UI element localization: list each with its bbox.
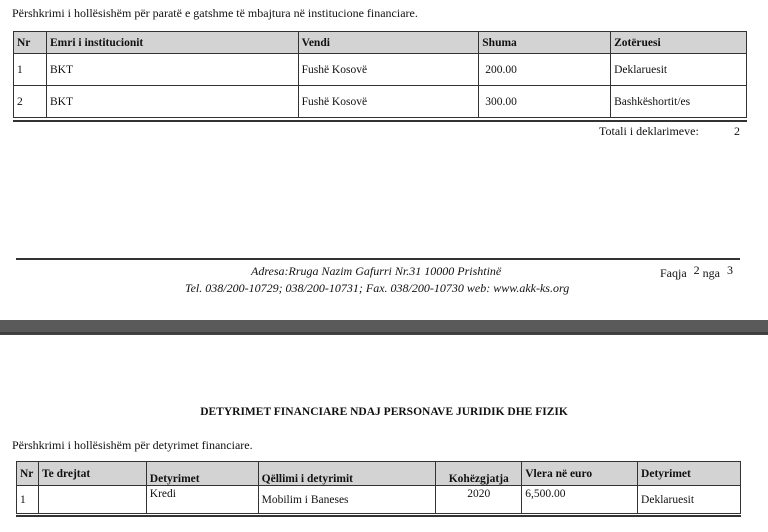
page-label: Faqja: [660, 266, 687, 280]
footer-rule: [16, 258, 740, 260]
cell-liability: Kredi: [146, 486, 258, 514]
header-duration: Kohëzgjatja: [436, 462, 522, 486]
table-row: [17, 486, 741, 514]
table-bottom-rule: [16, 515, 741, 517]
cash-holdings-table: [13, 31, 747, 118]
table-row: [14, 54, 747, 86]
page-total: 3: [727, 263, 733, 277]
header-liabilities: Detyrimet: [146, 462, 258, 486]
table-row: [14, 86, 747, 118]
table-header-row: [17, 462, 741, 486]
cell-place: Fushë Kosovë: [298, 86, 479, 118]
footer-address: Adresa:Rruga Nazim Gafurri Nr.31 10000 Prishtinë: [251, 264, 502, 278]
page2-heading: DETYRIMET FINANCIARE NDAJ PERSONAVE JURIDIK DHE FIZIK: [200, 406, 568, 418]
page-separator: [0, 320, 768, 335]
cell-institution: BKT: [46, 54, 298, 86]
total-value: 2: [734, 124, 740, 138]
header-liabilities-owner: Detyrimet: [638, 462, 741, 486]
cell-owner: Bashkëshortit/es: [611, 86, 747, 118]
header-owner: Zotëruesi: [611, 32, 747, 54]
header-nr: Nr: [17, 462, 39, 486]
table-bottom-rule: [13, 120, 747, 122]
header-amount: Shuma: [479, 32, 611, 54]
header-nr: Nr: [14, 32, 47, 54]
footer-contact: Tel. 038/200-10729; 038/200-10731; Fax. 038/200-10730 web: www.akk-ks.org: [185, 281, 570, 295]
header-purpose: Qëllimi i detyrimit: [258, 462, 436, 486]
header-rights: Te drejtat: [38, 462, 146, 486]
cell-purpose: Mobilim i Baneses: [258, 486, 436, 514]
cell-owner: Deklaruesit: [638, 486, 741, 514]
page-of: nga: [702, 266, 720, 280]
page-current: 2: [693, 263, 700, 277]
page-number: [660, 263, 733, 281]
header-institution: Emri i institucionit: [46, 32, 298, 54]
cell-nr: 1: [14, 54, 47, 86]
table-header-row: [14, 32, 747, 54]
cell-value: 6,500.00: [522, 486, 638, 514]
cell-amount: 300.00: [479, 86, 611, 118]
liabilities-table: [16, 461, 741, 514]
cell-rights: [38, 486, 146, 514]
cell-place: Fushë Kosovë: [298, 54, 479, 86]
cell-owner: Deklaruesit: [611, 54, 747, 86]
page1-intro: Përshkrimi i hollësishëm për paratë e gatshme të mbajtura në institucione financiare.: [12, 6, 418, 20]
cell-nr: 2: [14, 86, 47, 118]
cell-institution: BKT: [46, 86, 298, 118]
header-value: Vlera në euro: [522, 462, 638, 486]
cell-nr: 1: [17, 486, 39, 514]
cell-duration: 2020: [436, 486, 522, 514]
total-label: Totali i deklarimeve:: [599, 124, 699, 138]
header-place: Vendi: [298, 32, 479, 54]
page2-intro: Përshkrimi i hollësishëm për detyrimet financiare.: [12, 438, 253, 452]
cell-amount: 200.00: [479, 54, 611, 86]
